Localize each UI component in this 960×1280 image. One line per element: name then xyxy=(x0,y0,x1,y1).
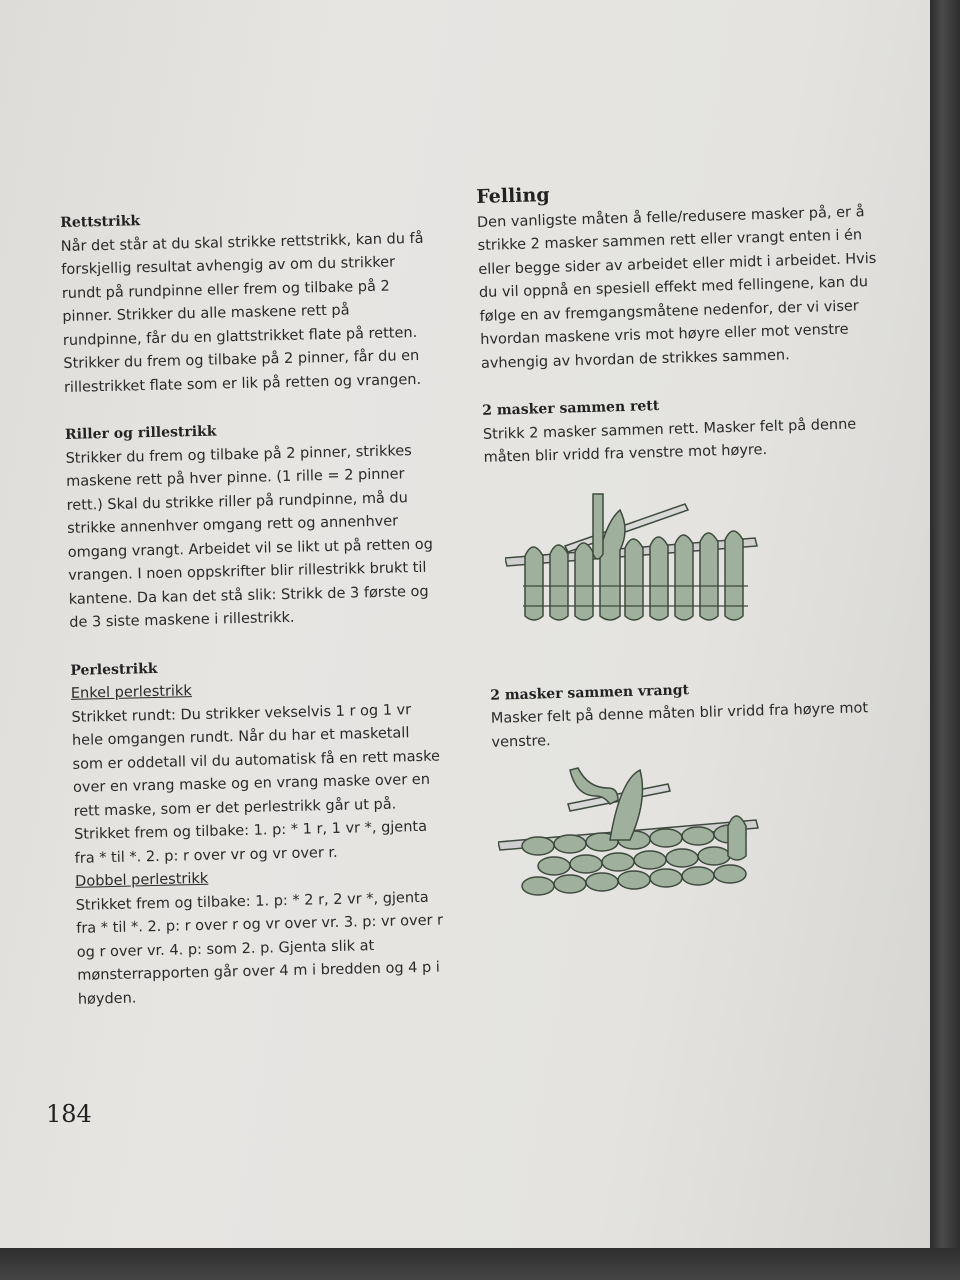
section-sammen-rett xyxy=(482,389,884,471)
page-number: 184 xyxy=(46,1100,92,1128)
heading-sammen-rett: 2 masker sammen rett xyxy=(482,397,660,419)
text-enkel-rundt: Strikket rundt: Du strikker vekselvis 1 r og 1 vr hele omgangen rundt. Når du har et masketall som er oddetall vil du automatisk få en rett maske over en vrang maske og en vrang maske over en rett maske, som er det perlestrikk går ut på. xyxy=(71,701,441,820)
text-riller: Strikker du frem og tilbake på 2 pinner, strikkes maskene rett på hver pinne. (1 rille = 2 pinner rett.) Skal du strikke riller på rundpinne, må du strikke annenhver omgang rett og annenhver omgang vrangt. Arbeidet vil se likt ut på retten og vrangen. I noen oppskrifter blir rillestrikk brukt til kantene. Da kan det stå slik: Strikk de 3 første og de 3 siste maskene i rillestrikk. xyxy=(65,442,434,631)
book-edge xyxy=(930,0,960,1280)
table-surface xyxy=(0,1248,960,1280)
left-column xyxy=(60,204,449,1036)
text-enkel-frem-tilbake: Strikket frem og tilbake: 1. p: * 1 r, 1 vr *, gjenta fra * til *. 2. p: r over vr og vr over r. xyxy=(73,818,428,867)
knit-two-together-illustration xyxy=(505,486,770,634)
text-sammen-rett: Strikk 2 masker sammen rett. Masker felt på denne måten blir vridd fra venstre mot høyre. xyxy=(482,415,857,466)
subheading-dobbel-perlestrikk: Dobbel perlestrikk xyxy=(75,870,209,890)
purl-two-together-illustration xyxy=(498,764,768,912)
section-riller xyxy=(65,416,440,636)
text-felling: Den vanligste måten å felle/redusere masker på, er å strikke 2 masker sammen rett eller vrangt enten i én eller begge sider av arbeidet eller midt i arbeidet. Hvis du vil oppnå en spesiell effekt med fellingene, kan du følge en av fremgangsmåtene nedenfor, der vi viser hvordan maskene vris mot høyre eller mot venstre avhengig av hvordan de strikkes sammen. xyxy=(476,203,877,372)
heading-sammen-vrangt: 2 masker sammen vrangt xyxy=(490,681,690,704)
heading-riller: Riller og rillestrikk xyxy=(64,423,217,443)
section-sammen-vrangt xyxy=(490,673,892,755)
text-rettstrikk: Når det står at du skal strikke rettstrikk, kan du få forskjellig resultat avhengig av om du strikker rundt på rundpinne eller frem og tilbake på 2 pinner. Strikker du alle maskene rett på rundpinne, får du en glattstrikket flate på retten. Strikker du frem og tilbake på 2 pinner, får du en rillestrikket flate som er lik på retten og vrangen. xyxy=(60,230,424,396)
section-rettstrikk xyxy=(60,204,434,400)
subheading-enkel-perlestrikk: Enkel perlestrikk xyxy=(70,683,192,702)
heading-perlestrikk: Perlestrikk xyxy=(70,660,158,679)
purl-bumps xyxy=(522,770,746,895)
section-felling xyxy=(476,175,881,376)
heading-rettstrikk: Rettstrikk xyxy=(60,213,141,231)
text-dobbel: Strikket frem og tilbake: 1. p: * 2 r, 2 vr *, gjenta fra * til *. 2. p: r over r og vr over vr. 3. p: vr over r og r over vr. 4. p: som 2. p. Gjenta slik at mønsterrapporten går over 4 m i bredden og 4 p i høyden. xyxy=(75,889,444,1008)
heading-felling: Felling xyxy=(476,183,550,208)
section-perlestrikk xyxy=(70,651,448,1012)
right-column xyxy=(476,175,892,755)
text-sammen-vrangt: Masker felt på denne måten blir vridd fra høyre mot venstre. xyxy=(490,700,869,751)
working-yarn xyxy=(593,494,603,559)
